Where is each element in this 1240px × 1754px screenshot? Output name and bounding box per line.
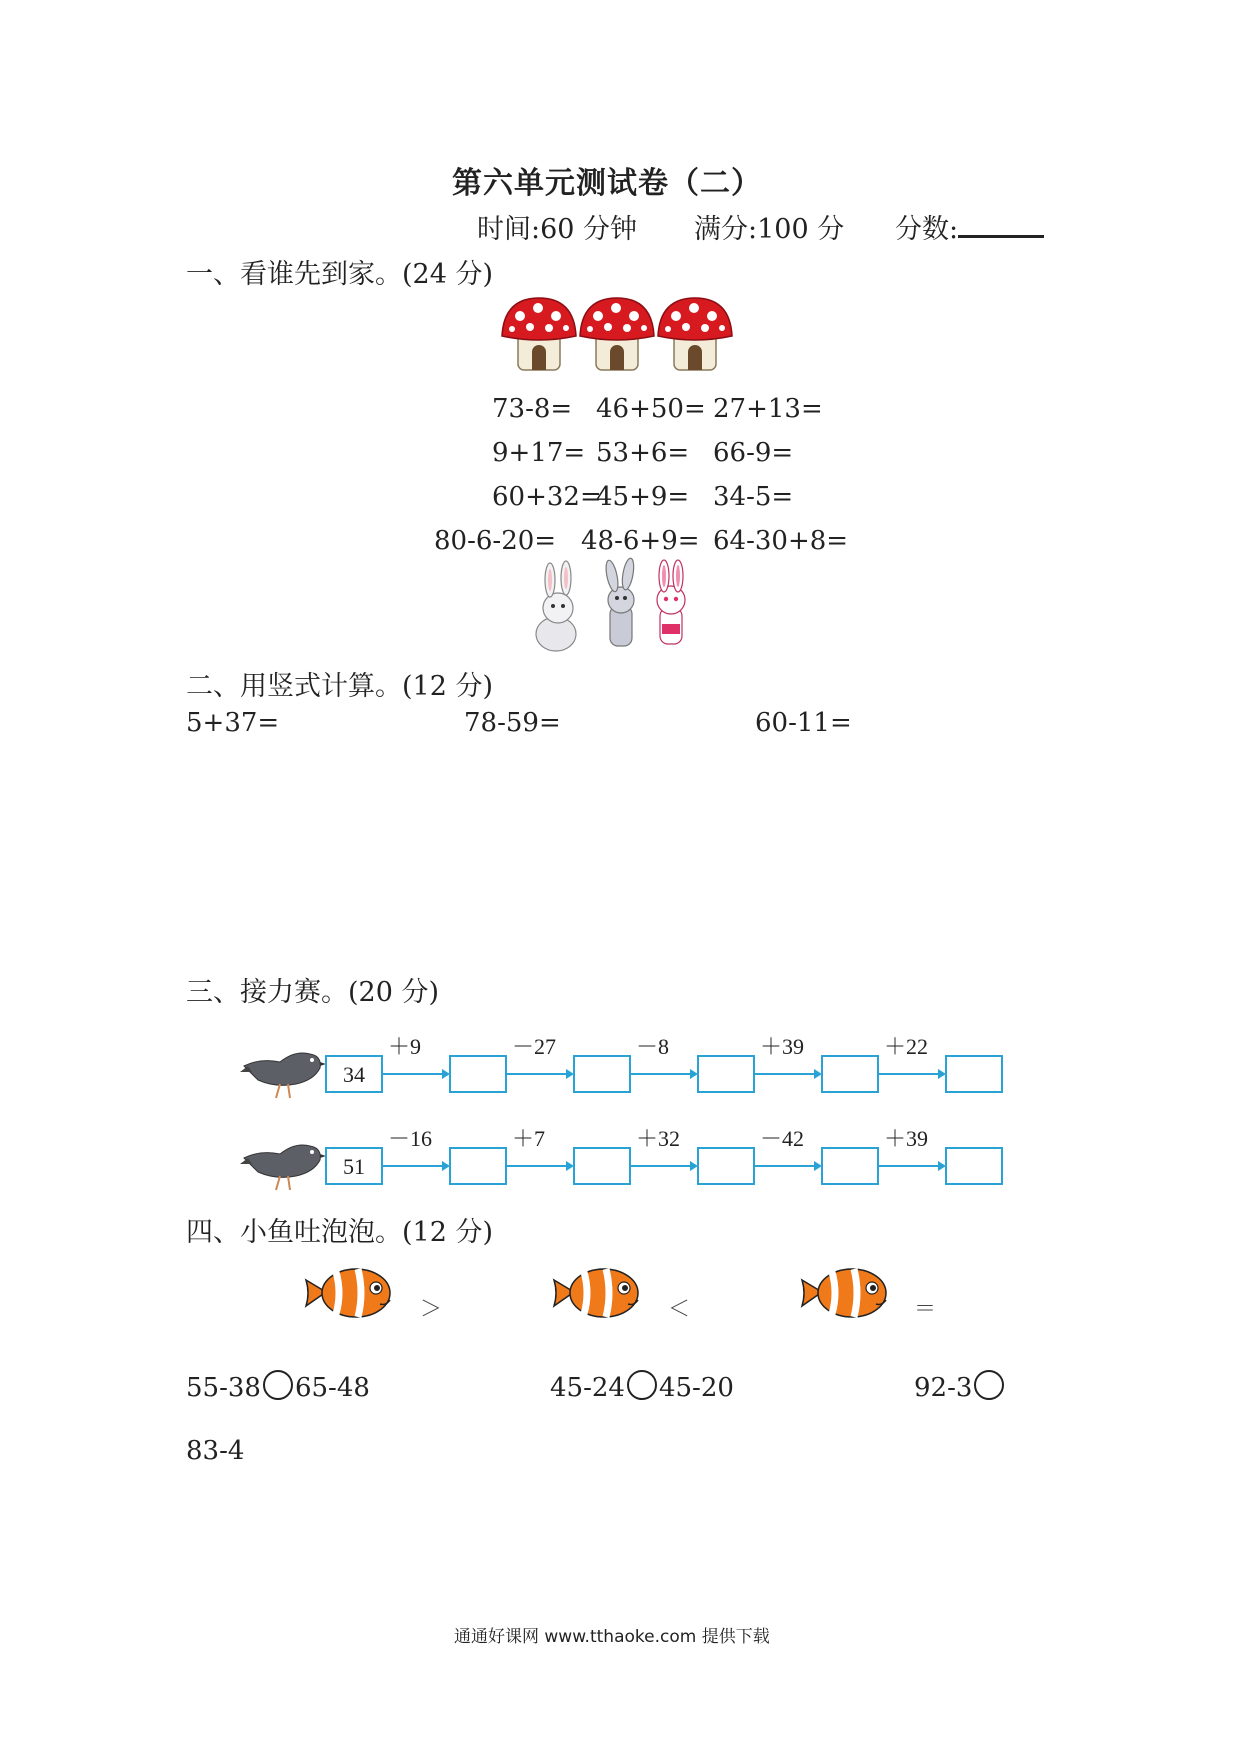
comparison-left: 45-24 <box>550 1373 625 1403</box>
relay-arrowhead <box>442 1069 450 1079</box>
calc-item: 80-6-20= <box>434 526 557 556</box>
pigeon-icon <box>240 1145 326 1190</box>
score-label: 分数: <box>895 214 959 245</box>
score-blank <box>958 209 1044 238</box>
relay-arrowhead <box>566 1161 574 1171</box>
mushroom-icon <box>658 298 732 370</box>
comparison-item <box>914 1370 1006 1403</box>
relay-operation: －27 <box>512 1034 557 1059</box>
mushroom-houses <box>500 296 736 374</box>
comparison-left: 92-3 <box>914 1373 973 1403</box>
comparison-right: 45-20 <box>658 1373 734 1403</box>
calc-item: 46+50= <box>596 394 706 424</box>
calc-item: 66-9= <box>713 438 794 468</box>
rabbit-icon <box>657 560 685 644</box>
relay-operation: ＋22 <box>884 1034 929 1059</box>
clownfish-icon <box>802 1262 892 1324</box>
relay-arrowhead <box>814 1069 822 1079</box>
rabbits-illustration <box>528 562 714 654</box>
relay-operation: －42 <box>760 1126 805 1151</box>
calc-item: 53+6= <box>596 438 690 468</box>
relay-arrowhead <box>690 1069 698 1079</box>
relay-answer-box[interactable] <box>698 1056 754 1092</box>
relay-operation: ＋7 <box>512 1126 546 1151</box>
relay-answer-box[interactable] <box>698 1148 754 1184</box>
bubble-symbol-greater: ＞ <box>420 1297 443 1322</box>
vertical-calc-problem: 60-11= <box>755 708 852 738</box>
relay-arrowhead <box>566 1069 574 1079</box>
comparison-item <box>186 1370 370 1403</box>
comparison-item <box>550 1370 734 1403</box>
comparison-circle[interactable] <box>974 1370 1004 1400</box>
relay-start-value: 34 <box>343 1062 365 1087</box>
relay-operation: ＋39 <box>760 1034 805 1059</box>
calc-item: 73-8= <box>492 394 573 424</box>
relay-answer-box[interactable] <box>574 1056 630 1092</box>
clownfish-icon <box>306 1262 396 1324</box>
relay-answer-box[interactable] <box>946 1056 1002 1092</box>
mushroom-icon <box>580 298 654 370</box>
section4-heading: 四、小鱼吐泡泡。(12 分) <box>186 1217 494 1248</box>
rabbit-icon <box>536 561 576 651</box>
relay-arrowhead <box>442 1161 450 1171</box>
calc-item: 27+13= <box>713 394 823 424</box>
page-title: 第六单元测试卷（二） <box>452 166 762 201</box>
clownfish-icon <box>554 1262 644 1324</box>
calc-item: 48-6+9= <box>581 526 700 556</box>
comparison-circle[interactable] <box>627 1370 657 1400</box>
relay-chain <box>240 1036 1010 1102</box>
comparison-right-wrapped: 83-4 <box>186 1436 245 1466</box>
relay-answer-box[interactable] <box>450 1056 506 1092</box>
relay-operation: ＋32 <box>636 1126 681 1151</box>
vertical-calc-problem: 78-59= <box>464 708 561 738</box>
comparison-left: 55-38 <box>186 1373 261 1403</box>
relay-answer-box[interactable] <box>574 1148 630 1184</box>
full-score-info: 满分:100 分 <box>694 214 845 245</box>
comparison-right: 65-48 <box>294 1373 370 1403</box>
relay-operation: ＋9 <box>388 1034 422 1059</box>
relay-answer-box[interactable] <box>946 1148 1002 1184</box>
relay-arrowhead <box>938 1161 946 1171</box>
calc-item: 45+9= <box>596 482 690 512</box>
relay-start-value: 51 <box>343 1154 365 1179</box>
relay-arrowhead <box>690 1161 698 1171</box>
bubble-symbol-equal: ＝ <box>914 1297 937 1322</box>
pigeon-icon <box>240 1053 326 1098</box>
relay-answer-box[interactable] <box>450 1148 506 1184</box>
section2-heading: 二、用竖式计算。(12 分) <box>186 671 494 702</box>
time-info: 时间:60 分钟 <box>477 214 638 245</box>
relay-operation: ＋39 <box>884 1126 929 1151</box>
section1-heading: 一、看谁先到家。(24 分) <box>186 259 494 290</box>
rabbit-icon <box>604 557 636 646</box>
calc-item: 9+17= <box>492 438 586 468</box>
vertical-calc-problem: 5+37= <box>186 708 280 738</box>
relay-answer-box[interactable] <box>822 1056 878 1092</box>
relay-operation: －16 <box>388 1126 433 1151</box>
calc-item: 34-5= <box>713 482 794 512</box>
comparison-circle[interactable] <box>263 1370 293 1400</box>
relay-arrowhead <box>814 1161 822 1171</box>
relay-chain <box>240 1128 1010 1194</box>
calc-item: 64-30+8= <box>713 526 849 556</box>
bubble-symbol-less: ＜ <box>668 1297 691 1322</box>
score-field <box>895 207 1044 246</box>
mushroom-icon <box>502 298 576 370</box>
footer-credit: 通通好课网 www.tthaoke.com 提供下载 <box>454 1627 770 1647</box>
calc-item: 60+32= <box>492 482 602 512</box>
relay-operation: －8 <box>636 1034 670 1059</box>
relay-arrowhead <box>938 1069 946 1079</box>
section3-heading: 三、接力赛。(20 分) <box>186 977 440 1008</box>
relay-answer-box[interactable] <box>822 1148 878 1184</box>
